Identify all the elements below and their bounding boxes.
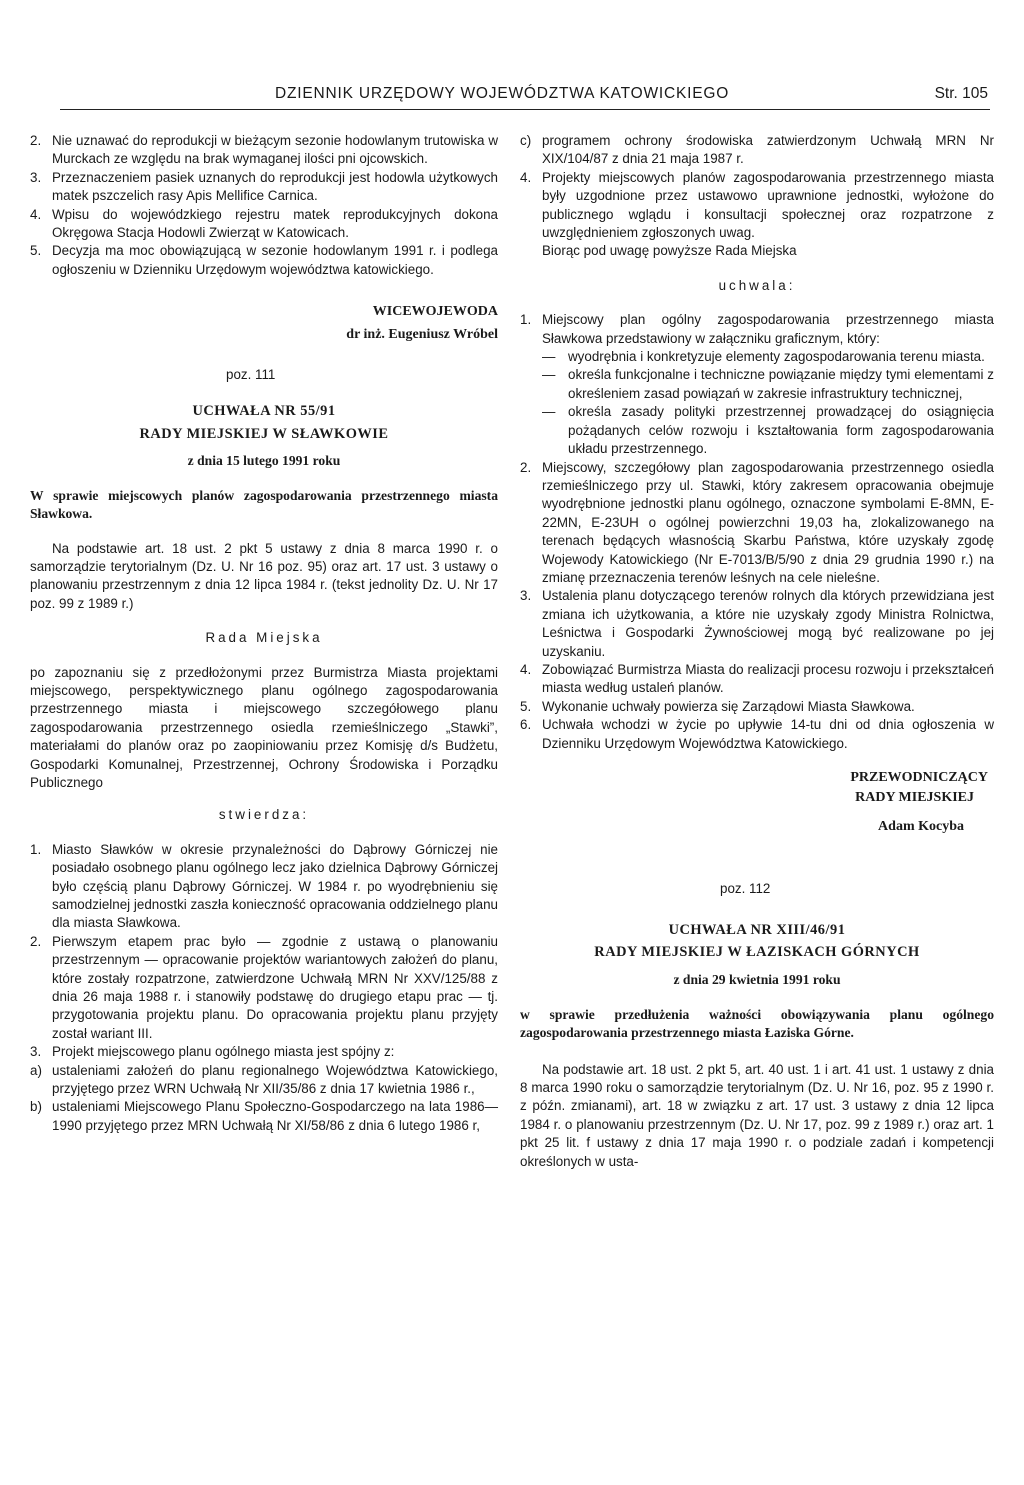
list-item: 2. Pierwszym etapem prac było — zgodnie z ustawą o planowaniu przestrzennym — opracowanie projektów wariantowych założeń do planu, które zostały rozpatrzone, zatwierdzone Uchwałą MRN Nr XXV/125/88 z dnia 26 maja 1988 r. i stanowiły podstawę do drugiego etapu prac — tj. przygotowania projektu planu. Do opracowania projektu planu przyjęty został wariant III.: [30, 933, 498, 1041]
dash-item: — określa funkcjonalne i techniczne powiązanie między tymi elementami z określeniem zasad powiązań w zakresie infrastruktury technicznej,: [542, 367, 994, 401]
resolution-date: z dnia 15 lutego 1991 roku: [187, 453, 341, 469]
council-heading: Rada Miejska: [205, 630, 323, 646]
legal-basis: Na podstawie art. 18 ust. 2 pkt 5 ustawy z dnia 8 marca 1990 r. o samorządzie terytorialnym (Dz. U. Nr 16 poz. 95) oraz art. 17 ust. 3 ustawy o planowaniu przestrzennym z dnia 12 lipca 1984 r. (tekst jednolity Dz. U. Nr 17 poz. 99 z 1989 r.): [30, 540, 498, 611]
list-item: 4. Zobowiązać Burmistrza Miasta do realizacji procesu rozwoju i przekształceń miasta według ustaleń planów.: [520, 661, 994, 696]
signature-name: Adam Kocyba: [878, 818, 964, 834]
list-item: 3. Ustalenia planu dotyczącego terenów rolnych dla których przewidziana jest zmiana ich użytkowania, a które nie uzyskały zgody Ministra Rolnictwa, Leśnictwa i Gospodarki Żywnościowej mogą być realizowane po jej uzyskaniu.: [520, 588, 994, 659]
list-item: 3. Projekt miejscowego planu ogólnego miasta jest spójny z:: [30, 1044, 395, 1060]
signature-role: WICEWOJEWODA: [372, 304, 498, 320]
list-item: 4. Wpisu do wojewódzkiego rejestru matek reprodukcyjnych dokona Okręgowa Stacja Hodowli Zwierząt w Katowicach.: [30, 206, 498, 241]
list-item: 5. Wykonanie uchwały powierza się Zarządowi Miasta Sławkowa.: [520, 698, 915, 714]
list-item: a) ustaleniami założeń do planu regionalnego Województwa Katowickiego, przyjętego przez WRN Uchwałą Nr XII/35/86 z dnia 17 kwietnia 1986 r.,: [30, 1062, 498, 1097]
resolution-subject: W sprawie miejscowych planów zagospodarowania przestrzennego miasta Sławkowa.: [30, 487, 498, 522]
legal-basis: Na podstawie art. 18 ust. 2 pkt 5, art. 40 ust. 1 i art. 41 ust. 1 ustawy z dnia 8 marca 1990 roku o samorządzie terytorialnym (Dz. U. Nr 16, poz. 95 z 1990 r. z późn. zmianami), art. 18 w związku z art. 17 ust. 3 ustawy z dnia 12 lipca 1984 r. o planowaniu przestrzennym (Dz. U. Nr 17, poz. 99 z 1989 r.) oraz art. 1 pkt 25 lit. f ustawy z dnia 17 maja 1990 r. o podziale zadań i kompetencji określonych w usta-: [520, 1061, 994, 1169]
dash-item: — określa zasady polityki przestrzennej prowadzącej do osiągnięcia pożądanych celów rozwoju i kształtowania form zagospodarowania układu przestrzennego.: [542, 404, 994, 457]
signature-name: dr inż. Eugeniusz Wróbel: [346, 326, 498, 342]
list-item: b) ustaleniami Miejscowego Planu Społeczno-Gospodarczego na lata 1986—1990 przyjętego przez MRN Uchwałą Nr XI/58/86 z dnia 6 lutego 1986 r,: [30, 1099, 498, 1133]
list-item: 4. Projekty miejscowych planów zagospodarowania przestrzennego miasta były uzgodnione przez ustawowo uprawnione jednostki, wyłożone do publicznego wglądu i konsultacji społecznej oraz rozpatrzone z uwzględnieniem zgłoszonych uwag.: [520, 169, 994, 241]
left-column: [30, 132, 498, 1135]
list-item: 3. Przeznaczeniem pasiek uznanych do reprodukcji jest hodowla użytkowych matek pszczelich rasy Apis Mellifice Carnica.: [30, 169, 498, 204]
dash-item: — wyodrębnia i konkretyzuje elementy zagospodarowania terenu miasta.: [542, 349, 985, 365]
page-number: Str. 105: [934, 85, 988, 102]
resolves-heading: uchwala:: [718, 277, 796, 293]
resolution-council: RADY MIEJSKIEJ W ŁAZISKACH GÓRNYCH: [594, 944, 920, 961]
journal-title: DZIENNIK URZĘDOWY WOJEWÓDZTWA KATOWICKIEGO: [275, 85, 730, 102]
list-item: c) programem ochrony środowiska zatwierdzonym Uchwałą MRN Nr XIX/104/87 z dnia 21 maja 1987 r.: [520, 133, 994, 167]
list-item: 1. Miejscowy plan ogólny zagospodarowania przestrzennego miasta Sławkowa przedstawiony w załączniku graficznym, który:: [520, 312, 994, 346]
signature-role: RADY MIEJSKIEJ: [855, 790, 974, 806]
position-number: poz. 111: [226, 367, 276, 383]
resolution-title: UCHWAŁA NR 55/91: [192, 403, 336, 420]
list-item: 2. Miejscowy, szczegółowy plan zagospodarowania przestrzennego osiedla rzemieślniczego przy ul. Stawki, który zakresem opracowania obejmuje wyodrębnione jednostki planu ogólnego, oznaczone symbolami E-8MN, E-22MN, E-23UH o ogólnej powierzchni 19,03 ha, zlokalizowanego na terenach będących własnością Skarbu Państwa, które uzyskały zgodę Wojewody Katowickiego (Nr E-7013/B/5/90 z dnia 29 grudnia 1990 r.) na zmianę przeznaczenia terenów leśnych na cele nieleśne.: [520, 459, 994, 585]
list-item: 2. Nie uznawać do reprodukcji w bieżącym sezonie hodowlanym trutowiska w Murckach ze względu na brak wymaganej ilości pni ojcowskich.: [30, 133, 498, 167]
resolution-date: z dnia 29 kwietnia 1991 roku: [673, 972, 841, 988]
signature-role: PRZEWODNICZĄCY: [850, 770, 988, 785]
resolution-council: RADY MIEJSKIEJ W SŁAWKOWIE: [139, 425, 389, 442]
page-header: [60, 83, 990, 110]
list-item: 5. Decyzja ma moc obowiązującą w sezonie hodowlanym 1991 r. i podlega ogłoszeniu w Dzienniku Urzędowym województwa katowickiego.: [30, 243, 498, 277]
resolution-title: UCHWAŁA NR XIII/46/91: [668, 921, 846, 938]
preamble: po zapoznaniu się z przedłożonymi przez Burmistrza Miasta projektami miejscowego, perspektywicznego planu ogólnego zagospodarowania przestrzennego miasta i miejscowego szczegółowego planu zagospodarowania przestrzennego osiedla rzemieślniczego „Stawki”, materiałami do planów oraz po zaopiniowaniu przez Komisję d/s Budżetu, Gospodarki Komunalnej, Przestrzennej, Ochrony Środowiska i Porządku Publicznego: [30, 664, 498, 790]
position-number: poz. 112: [720, 881, 771, 897]
finds-heading: stwierdza:: [218, 807, 310, 823]
list-item: 6. Uchwała wchodzi w życie po upływie 14-tu dni od dnia ogłoszenia w Dzienniku Urzędowym Województwa Katowickiego.: [520, 717, 994, 751]
resolution-subject: w sprawie przedłużenia ważności obowiązywania planu ogólnego zagospodarowania przestrzennego miasta Łaziska Górne.: [520, 1006, 994, 1041]
list-item: 1. Miasto Sławków w okresie przynależności do Dąbrowy Górniczej nie posiadało osobnego planu ogólnego lecz jako dzielnica Dąbrowy Górniczej było częścią planu Dąbrowy Górniczej. W 1984 r. po wyodrębnieniu się samodzielnej jednostki zaszła konieczność opracowania oddzielnego planu dla miasta Sławkowa.: [30, 841, 498, 931]
right-column: [520, 132, 994, 1171]
considering-text: Biorąc pod uwagę powyższe Rada Miejska: [542, 243, 797, 259]
